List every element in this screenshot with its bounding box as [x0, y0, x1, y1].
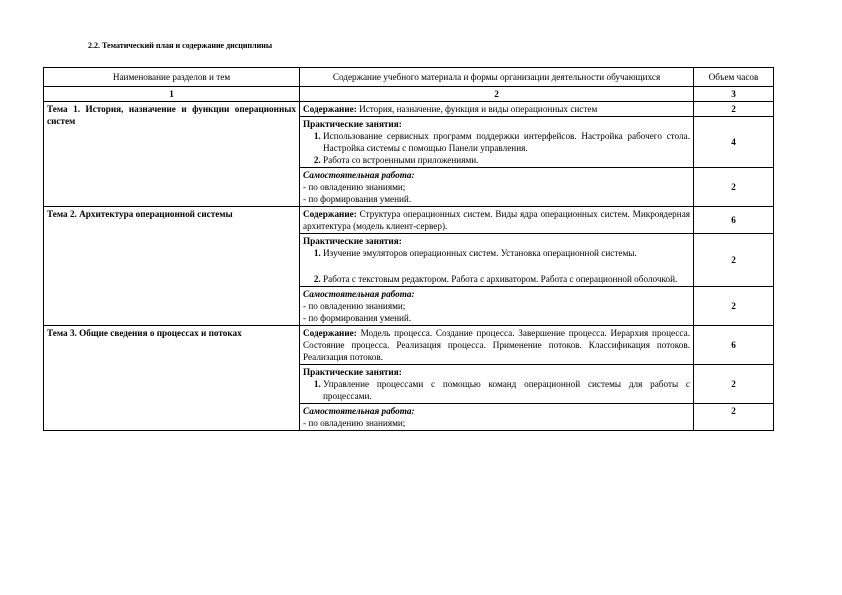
topic-2-content-hours: 6 [694, 207, 774, 234]
topic-3-self-hours: 2 [694, 404, 774, 431]
topic-3-content-row [44, 326, 774, 365]
header-content: Содержание учебного материала и формы организации деятельности обучающихся [300, 68, 694, 87]
topic-3-content-hours: 6 [694, 326, 774, 365]
topic-3-selfwork [300, 404, 694, 431]
practice-label: Практические занятия: [303, 367, 402, 377]
topic-3-content-text: Модель процесса. Создание процесса. Завершение процесса. Иерархия процесса. Состояние процесса. Реализация процесса. Применение потоков. Классификация потоков. Реализация потоков. [303, 328, 691, 362]
topic-3-practice-item: 1. Управление процессами с помощью команд операционной системы для работы с процессами. [323, 378, 690, 402]
self-skills: - по формирования умений. [303, 313, 412, 323]
topic-1-practice-item: 1. Использование сервисных программ поддержки интерфейсов. Настройка рабочего стола. Настройка системы с помощью Панели управления. [323, 130, 690, 154]
thematic-plan-table [43, 67, 774, 431]
topic-1-practice-list [303, 130, 690, 166]
topic-2-selfwork [300, 287, 694, 326]
practice-label: Практические занятия: [303, 119, 402, 129]
self-skills: - по формирования умений. [303, 194, 412, 204]
topic-2-practice-list [303, 247, 690, 285]
header-hours: Объем часов [694, 68, 774, 87]
selfwork-label: Самостоятельная работа: [303, 406, 415, 416]
content-label: Содержание: [303, 328, 357, 338]
content-label: Содержание: [303, 104, 357, 114]
self-knowledge: - по овладению знаниями; [303, 182, 406, 192]
selfwork-label: Самостоятельная работа: [303, 170, 415, 180]
topic-1-selfwork [300, 168, 694, 207]
topic-2-practice-item: 2. Работа с текстовым редактором. Работа с архиватором. Работа с операционной оболочкой. [323, 273, 690, 285]
topic-2-self-hours: 2 [694, 287, 774, 326]
topic-1-practice-item: 2. Работа со встроенными приложениями. [323, 154, 690, 166]
topic-2-practice-item: 1. Изучение эмуляторов операционных систем. Установка операционной системы. [323, 247, 690, 259]
topic-2-content [300, 207, 694, 234]
topic-1-content [300, 102, 694, 117]
header-row [44, 68, 774, 87]
topic-3-practice [300, 365, 694, 404]
topic-2-content-text: Структура операционных систем. Виды ядра операционных систем. Микроядерная архитектура (модель клиент-сервер). [303, 209, 690, 231]
topic-3-title: Тема 3. Общие сведения о процессах и потоках [44, 326, 300, 431]
page-title: 2.2. Тематический план и содержание дисциплины [88, 41, 273, 50]
topic-3-practice-hours: 2 [694, 365, 774, 404]
topic-1-practice-hours: 4 [694, 117, 774, 168]
topic-2-content-row [44, 207, 774, 234]
topic-2-title: Тема 2. Архитектура операционной системы [44, 207, 300, 326]
topic-1-content-row [44, 102, 774, 117]
topic-2-practice [300, 234, 694, 287]
header-sections: Наименование разделов и тем [44, 68, 300, 87]
content-label: Содержание: [303, 209, 357, 219]
topic-1-practice [300, 117, 694, 168]
column-number-1: 1 [44, 87, 300, 102]
topic-3-practice-list [303, 378, 690, 402]
column-number-3: 3 [694, 87, 774, 102]
column-number-row [44, 87, 774, 102]
practice-label: Практические занятия: [303, 236, 402, 246]
self-knowledge: - по овладению знаниями; [303, 418, 406, 428]
topic-3-content [300, 326, 694, 365]
topic-1-content-text: История, назначение, функция и виды операционных систем [359, 104, 598, 114]
topic-1-self-hours: 2 [694, 168, 774, 207]
column-number-2: 2 [300, 87, 694, 102]
selfwork-label: Самостоятельная работа: [303, 289, 415, 299]
self-knowledge: - по овладению знаниями; [303, 301, 406, 311]
topic-2-practice-hours: 2 [694, 234, 774, 287]
topic-1-title: Тема 1. История, назначение и функции операционных систем [44, 102, 300, 207]
topic-1-content-hours: 2 [694, 102, 774, 117]
